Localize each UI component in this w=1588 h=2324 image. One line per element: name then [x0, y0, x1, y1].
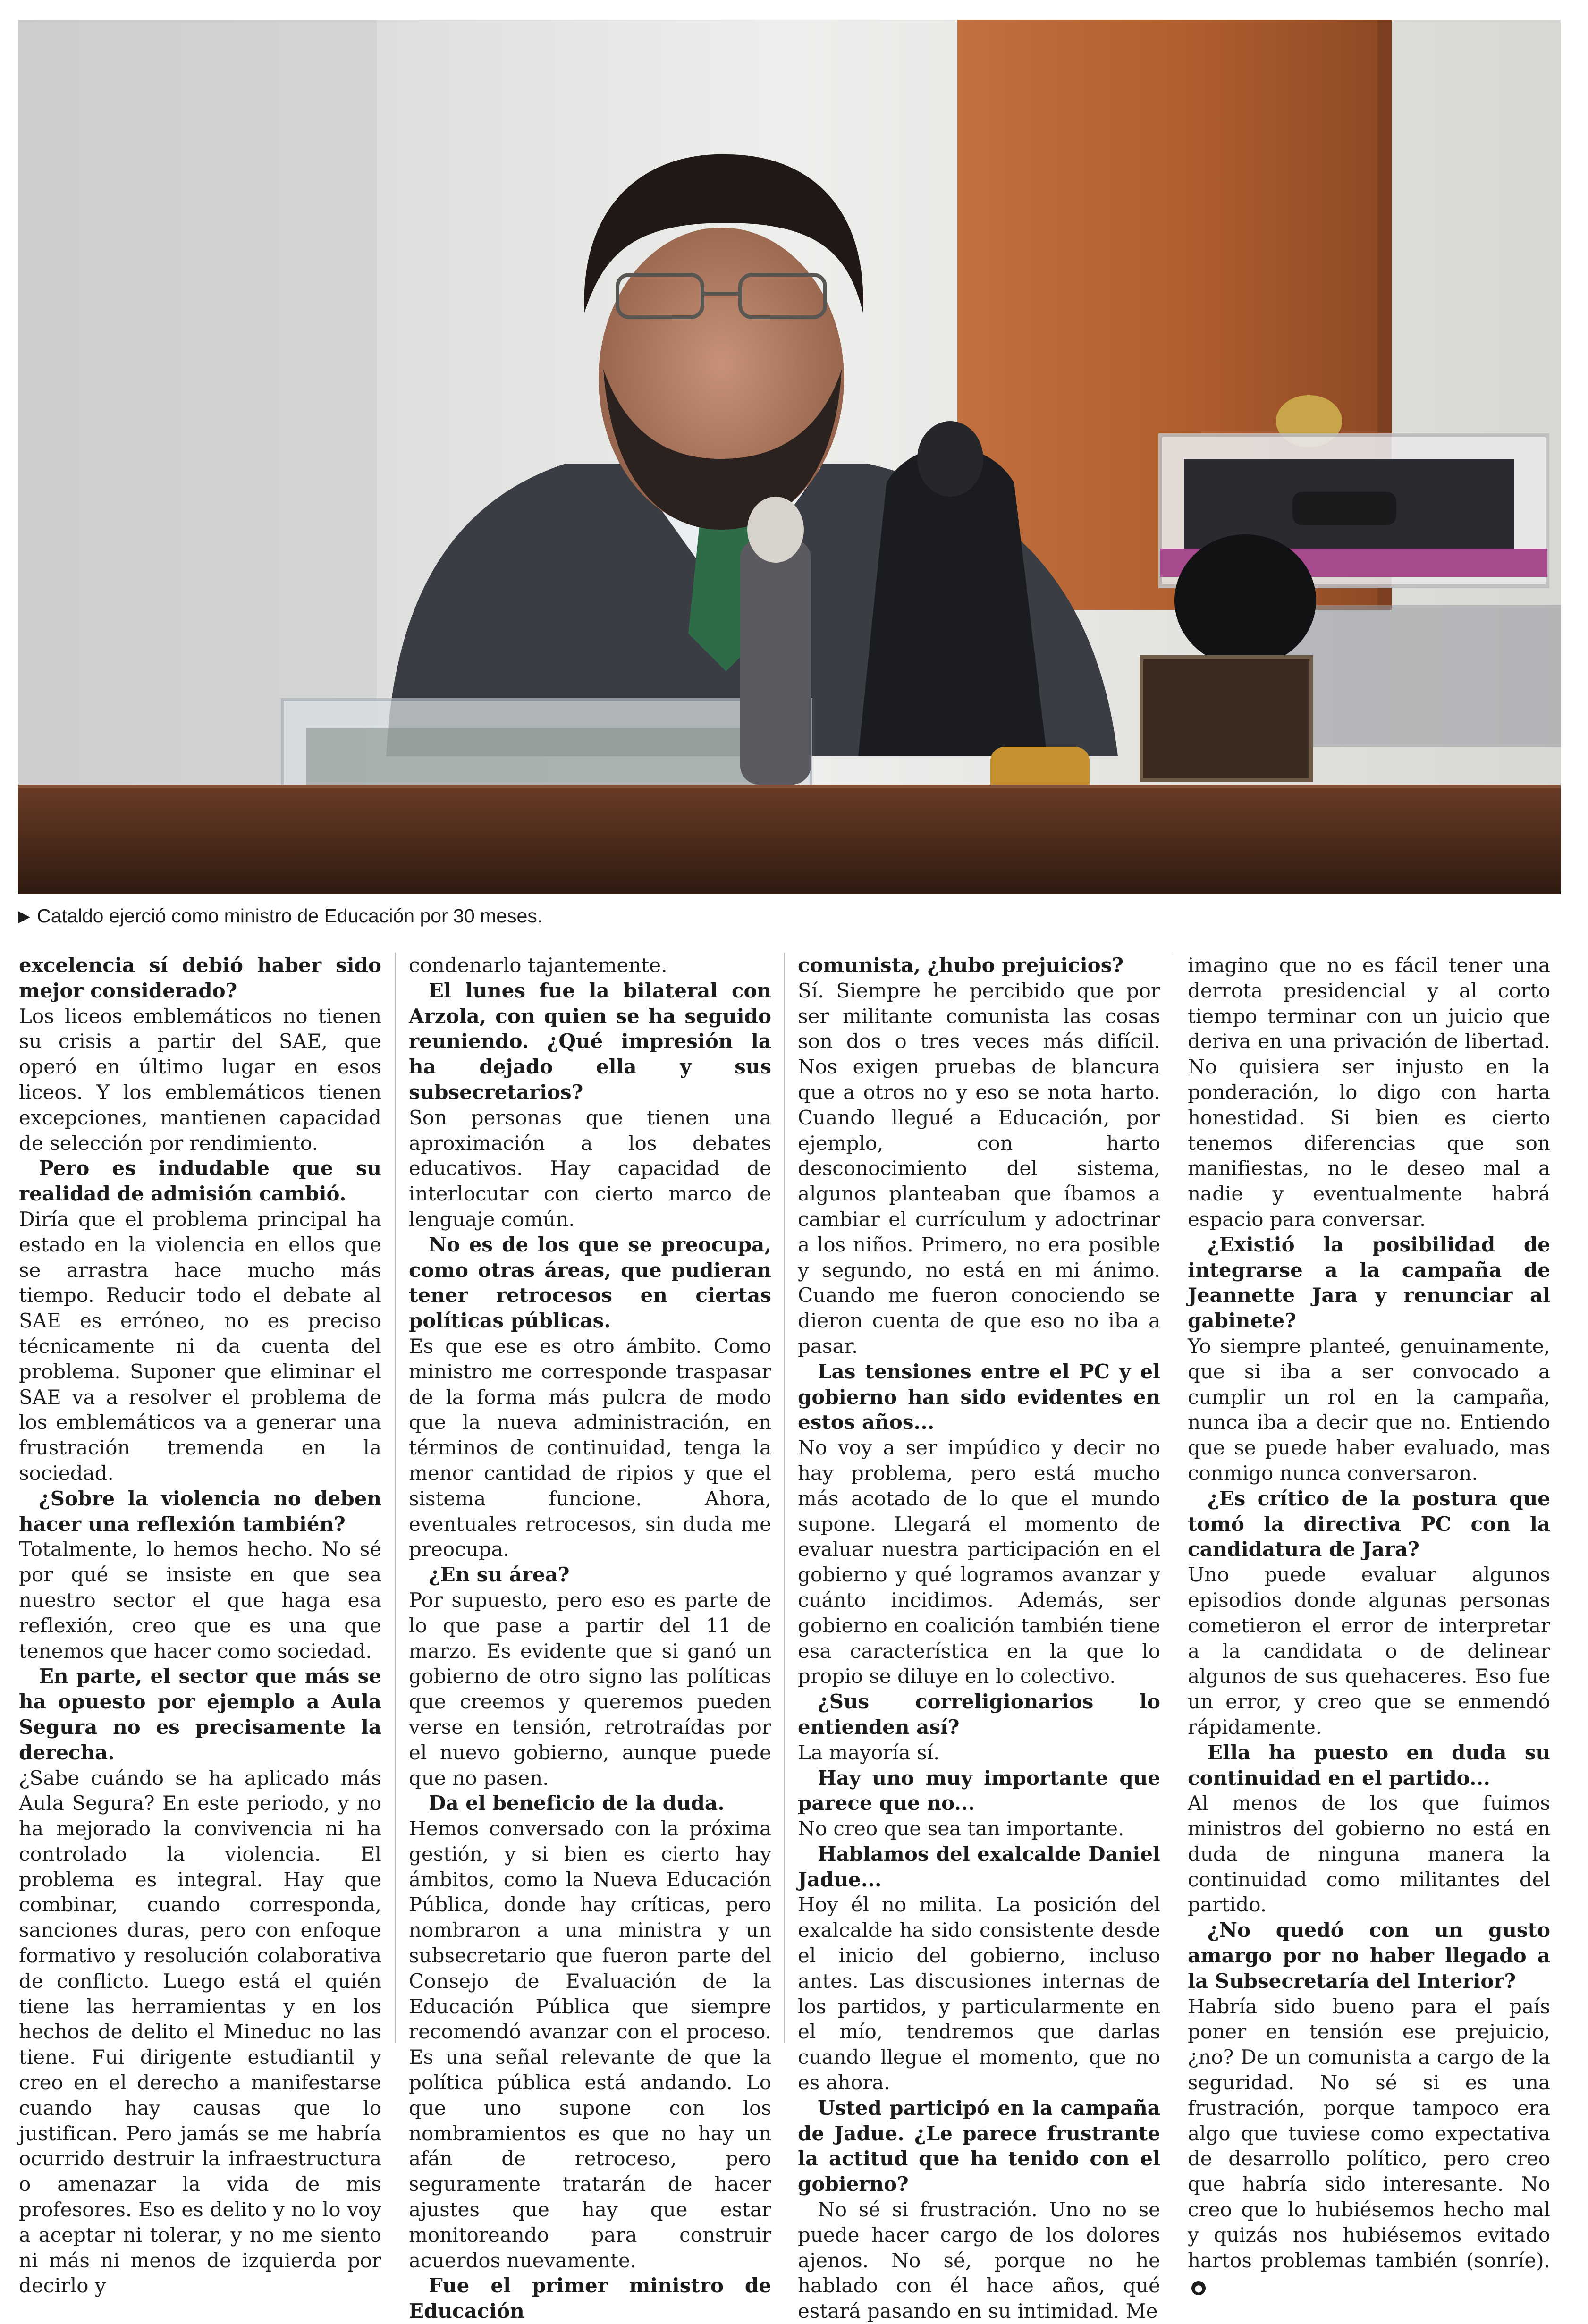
- interview-question: Las tensiones entre el PC y el gobierno han sido evidentes en estos años...: [798, 1360, 1160, 1434]
- interview-answer: No sé si frustración. Uno no se puede hacer cargo de los dolores ajenos. No sé, porque no he hablado con él hace años, qué estará pasando en su intimidad. Me: [798, 2198, 1160, 2323]
- interview-answer: Habría sido bueno para el país poner en tensión ese prejuicio, ¿no? De un comunista a cargo de la seguridad. No sé si es una frustración, porque tampoco era algo que tuviese como expectativa de desarrollo político, pero creo que habría sido interesante. No creo que lo hubiésemos hecho mal y quizás nos hubiésemos evitado hartos problemas también (sonríe).●: [1188, 1994, 1550, 2299]
- article-column-3: [798, 953, 1160, 2323]
- caption-text: Cataldo ejerció como ministro de Educación por 30 meses.: [37, 905, 543, 927]
- interview-answer: No voy a ser impúdico y decir no hay problema, pero está mucho más acotado de lo que el mundo supone. Llegará el momento de evaluar nuestra participación en el gobierno y qué logramos avanzar y cuánto incidimos. Además, ser gobierno en coalición también tiene esa característica en la que lo propio se diluye en lo colectivo.: [798, 1436, 1160, 1688]
- interview-answer: Son personas que tienen una aproximación a los debates educativos. Hay capacidad de interlocutar con cierto marco de lenguaje común.: [409, 1106, 771, 1231]
- column-divider: [784, 953, 785, 2043]
- interview-question: Fue el primer ministro de Educación: [409, 2274, 771, 2323]
- photo-caption: [18, 899, 1561, 932]
- article-column-4: [1188, 953, 1550, 2294]
- interview-question: comunista, ¿hubo prejuicios?: [798, 954, 1123, 977]
- interview-question: Hablamos del exalcalde Daniel Jadue...: [798, 1842, 1160, 1891]
- column-divider: [395, 953, 396, 2043]
- interview-question: ¿Sus correligionarios lo entienden así?: [798, 1690, 1160, 1739]
- interview-question: Pero es indudable que su realidad de admisión cambió.: [19, 1157, 381, 1206]
- interview-answer: No creo que sea tan importante.: [798, 1817, 1124, 1841]
- interview-question: ¿En su área?: [429, 1563, 570, 1587]
- article-photo: [18, 20, 1561, 894]
- interview-answer: Por supuesto, pero eso es parte de lo que pase a partir del 11 de marzo. Es evidente que si ganó un gobierno de otro signo las políticas que creemos y queremos pueden verse en tensión, retrotraídas por el nuevo gobierno, aunque puede que no pasen.: [409, 1588, 771, 1790]
- interview-question: Ella ha puesto en duda su continuidad en el partido...: [1188, 1741, 1550, 1790]
- interview-answer: Totalmente, lo hemos hecho. No sé por qué se insiste en que sea nuestro sector el que haga esa reflexión, creo que es una que tenemos que hacer como sociedad.: [19, 1538, 381, 1663]
- interview-answer: Es que ese es otro ámbito. Como ministro me corresponde traspasar de la forma más pulcra de modo que la nueva administración, en términos de continuidad, tenga la menor cantidad de ripios y que el sistema funcione. Ahora, eventuales retrocesos, sin duda me preocupa.: [409, 1334, 771, 1561]
- interview-answer: Los liceos emblemáticos no tienen su crisis a partir del SAE, que operó en último lugar en esos liceos. Y los emblemáticos tienen excepciones, mantienen capacidad de selección por rendimiento.: [19, 1004, 381, 1155]
- interview-answer: Hemos conversado con la próxima gestión, y si bien es cierto hay ámbitos, como la Nueva Educación Pública, donde hay críticas, pero nombraron a una ministra y un subsecretario que fueron parte del Consejo de Evaluación de la Educación Pública que siempre recomendó avanzar con el proceso. Es una señal relevante de que la política pública está andando. Lo que uno supone con los nombramientos es que no hay un afán de retroceso, pero seguramente tratarán de hacer ajustes que hay que estar monitoreando para construir acuerdos nuevamente.: [409, 1817, 771, 2272]
- interview-answer: imagino que no es fácil tener una derrota presidencial y al corto tiempo terminar con un juicio que deriva en una privación de libertad. No quisiera ser injusto en la ponderación, lo digo con harta honestidad. Si bien es cierto tenemos diferencias que son manifiestas, no le deseo mal a nadie y eventualmente habrá espacio para conversar.: [1188, 954, 1550, 1231]
- interview-question: El lunes fue la bilateral con Arzola, con quien se ha seguido reuniendo. ¿Qué impresión la ha dejado ella y sus subsecretarios?: [409, 979, 771, 1104]
- interview-answer: Hoy él no milita. La posición del exalcalde ha sido consistente desde el inicio del gobierno, incluso antes. Las discusiones internas de los partidos, y particularmente en el mío, tendremos que darlas cuando llegue el momento, que no es ahora.: [798, 1893, 1160, 2095]
- article-column-1: [19, 953, 381, 2298]
- interview-question: Hay uno muy importante que parece que no...: [798, 1766, 1160, 1815]
- interview-answer: Uno puede evaluar algunos episodios donde algunas personas cometieron el error de interpretar a la candidata o de delinear algunos de sus quehaceres. Eso fue un error, y creo que se enmendó rápidamente.: [1188, 1563, 1550, 1739]
- interview-answer: Yo siempre planteé, genuinamente, que si iba a ser convocado a cumplir un rol en la campaña, nunca iba a decir que no. Entiendo que se puede haber evaluado, mas conmigo nunca conversaron.: [1188, 1334, 1550, 1485]
- interview-answer: ¿Sabe cuándo se ha aplicado más Aula Segura? En este periodo, y no ha mejorado la convivencia ni ha controlado la violencia. El problema es integral. Hay que combinar, cuando corresponda, sanciones duras, pero con enfoque formativo y resolución colaborativa de conflicto. Luego está el quién tiene las herramientas y en los hechos de delito el Mineduc no las tiene. Fui dirigente estudiantil y creo en el derecho a manifestarse cuando hay causas que lo justifican. Pero jamás se me habría ocurrido destruir la infraestructura o amenazar la vida de mis profesores. Eso es delito y no lo voy a aceptar ni tolerar, y no me siento ni más ni menos de izquierda por decirlo y: [19, 1766, 381, 2298]
- interview-answer: La mayoría sí.: [798, 1741, 940, 1764]
- interview-answer: Sí. Siempre he percibido que por ser militante comunista las cosas son dos o tres veces más difícil. Nos exigen pruebas de blancura que a otros no y eso se nota harto. Cuando llegué a Educación, por ejemplo, con harto desconocimiento del sistema, algunos planteaban que íbamos a cambiar el currículum y adoctrinar a los niños. Primero, no era posible y segundo, no está en mi ánimo. Cuando me fueron conociendo se dieron cuenta de que eso no iba a pasar.: [798, 979, 1160, 1358]
- interview-question: Da el beneficio de la duda.: [429, 1792, 725, 1815]
- interview-question: excelencia sí debió haber sido mejor considerado?: [19, 954, 381, 1002]
- interview-question: ¿Es crítico de la postura que tomó la directiva PC con la candidatura de Jara?: [1188, 1487, 1550, 1561]
- interview-answer: condenarlo tajantemente.: [409, 954, 667, 977]
- interview-answer: Diría que el problema principal ha estado en la violencia en ellos que se arrastra hace mucho más tiempo. Reducir todo el debate al SAE es erróneo, no es preciso técnicamente ni da cuenta del problema. Suponer que eliminar el SAE va a resolver el problema de los emblemáticos va a generar una frustración tremenda en la sociedad.: [19, 1207, 381, 1485]
- triangle-right-icon: ▶: [18, 907, 31, 925]
- interview-question: ¿Sobre la violencia no deben hacer una reflexión también?: [19, 1487, 381, 1536]
- interview-question: No es de los que se preocupa, como otras áreas, que pudieran tener retrocesos en ciertas políticas públicas.: [409, 1233, 771, 1333]
- end-of-article-icon: ●: [1191, 2281, 1206, 2295]
- interview-question: ¿Existió la posibilidad de integrarse a la campaña de Jeannette Jara y renunciar al gabinete?: [1188, 1233, 1550, 1333]
- article-column-2: [409, 953, 771, 2323]
- interview-answer: Al menos de los que fuimos ministros del gobierno no está en duda de ninguna manera la continuidad como militantes del partido.: [1188, 1792, 1550, 1917]
- interview-question: ¿No quedó con un gusto amargo por no haber llegado a la Subsecretaría del Interior?: [1188, 1918, 1550, 1993]
- interview-question: Usted participó en la campaña de Jadue. ¿Le parece frustrante la actitud que ha tenido con el gobierno?: [798, 2096, 1160, 2196]
- photo-illustration: [18, 20, 1561, 894]
- interview-question: En parte, el sector que más se ha opuesto por ejemplo a Aula Segura no es precisamente la derecha.: [19, 1665, 381, 1764]
